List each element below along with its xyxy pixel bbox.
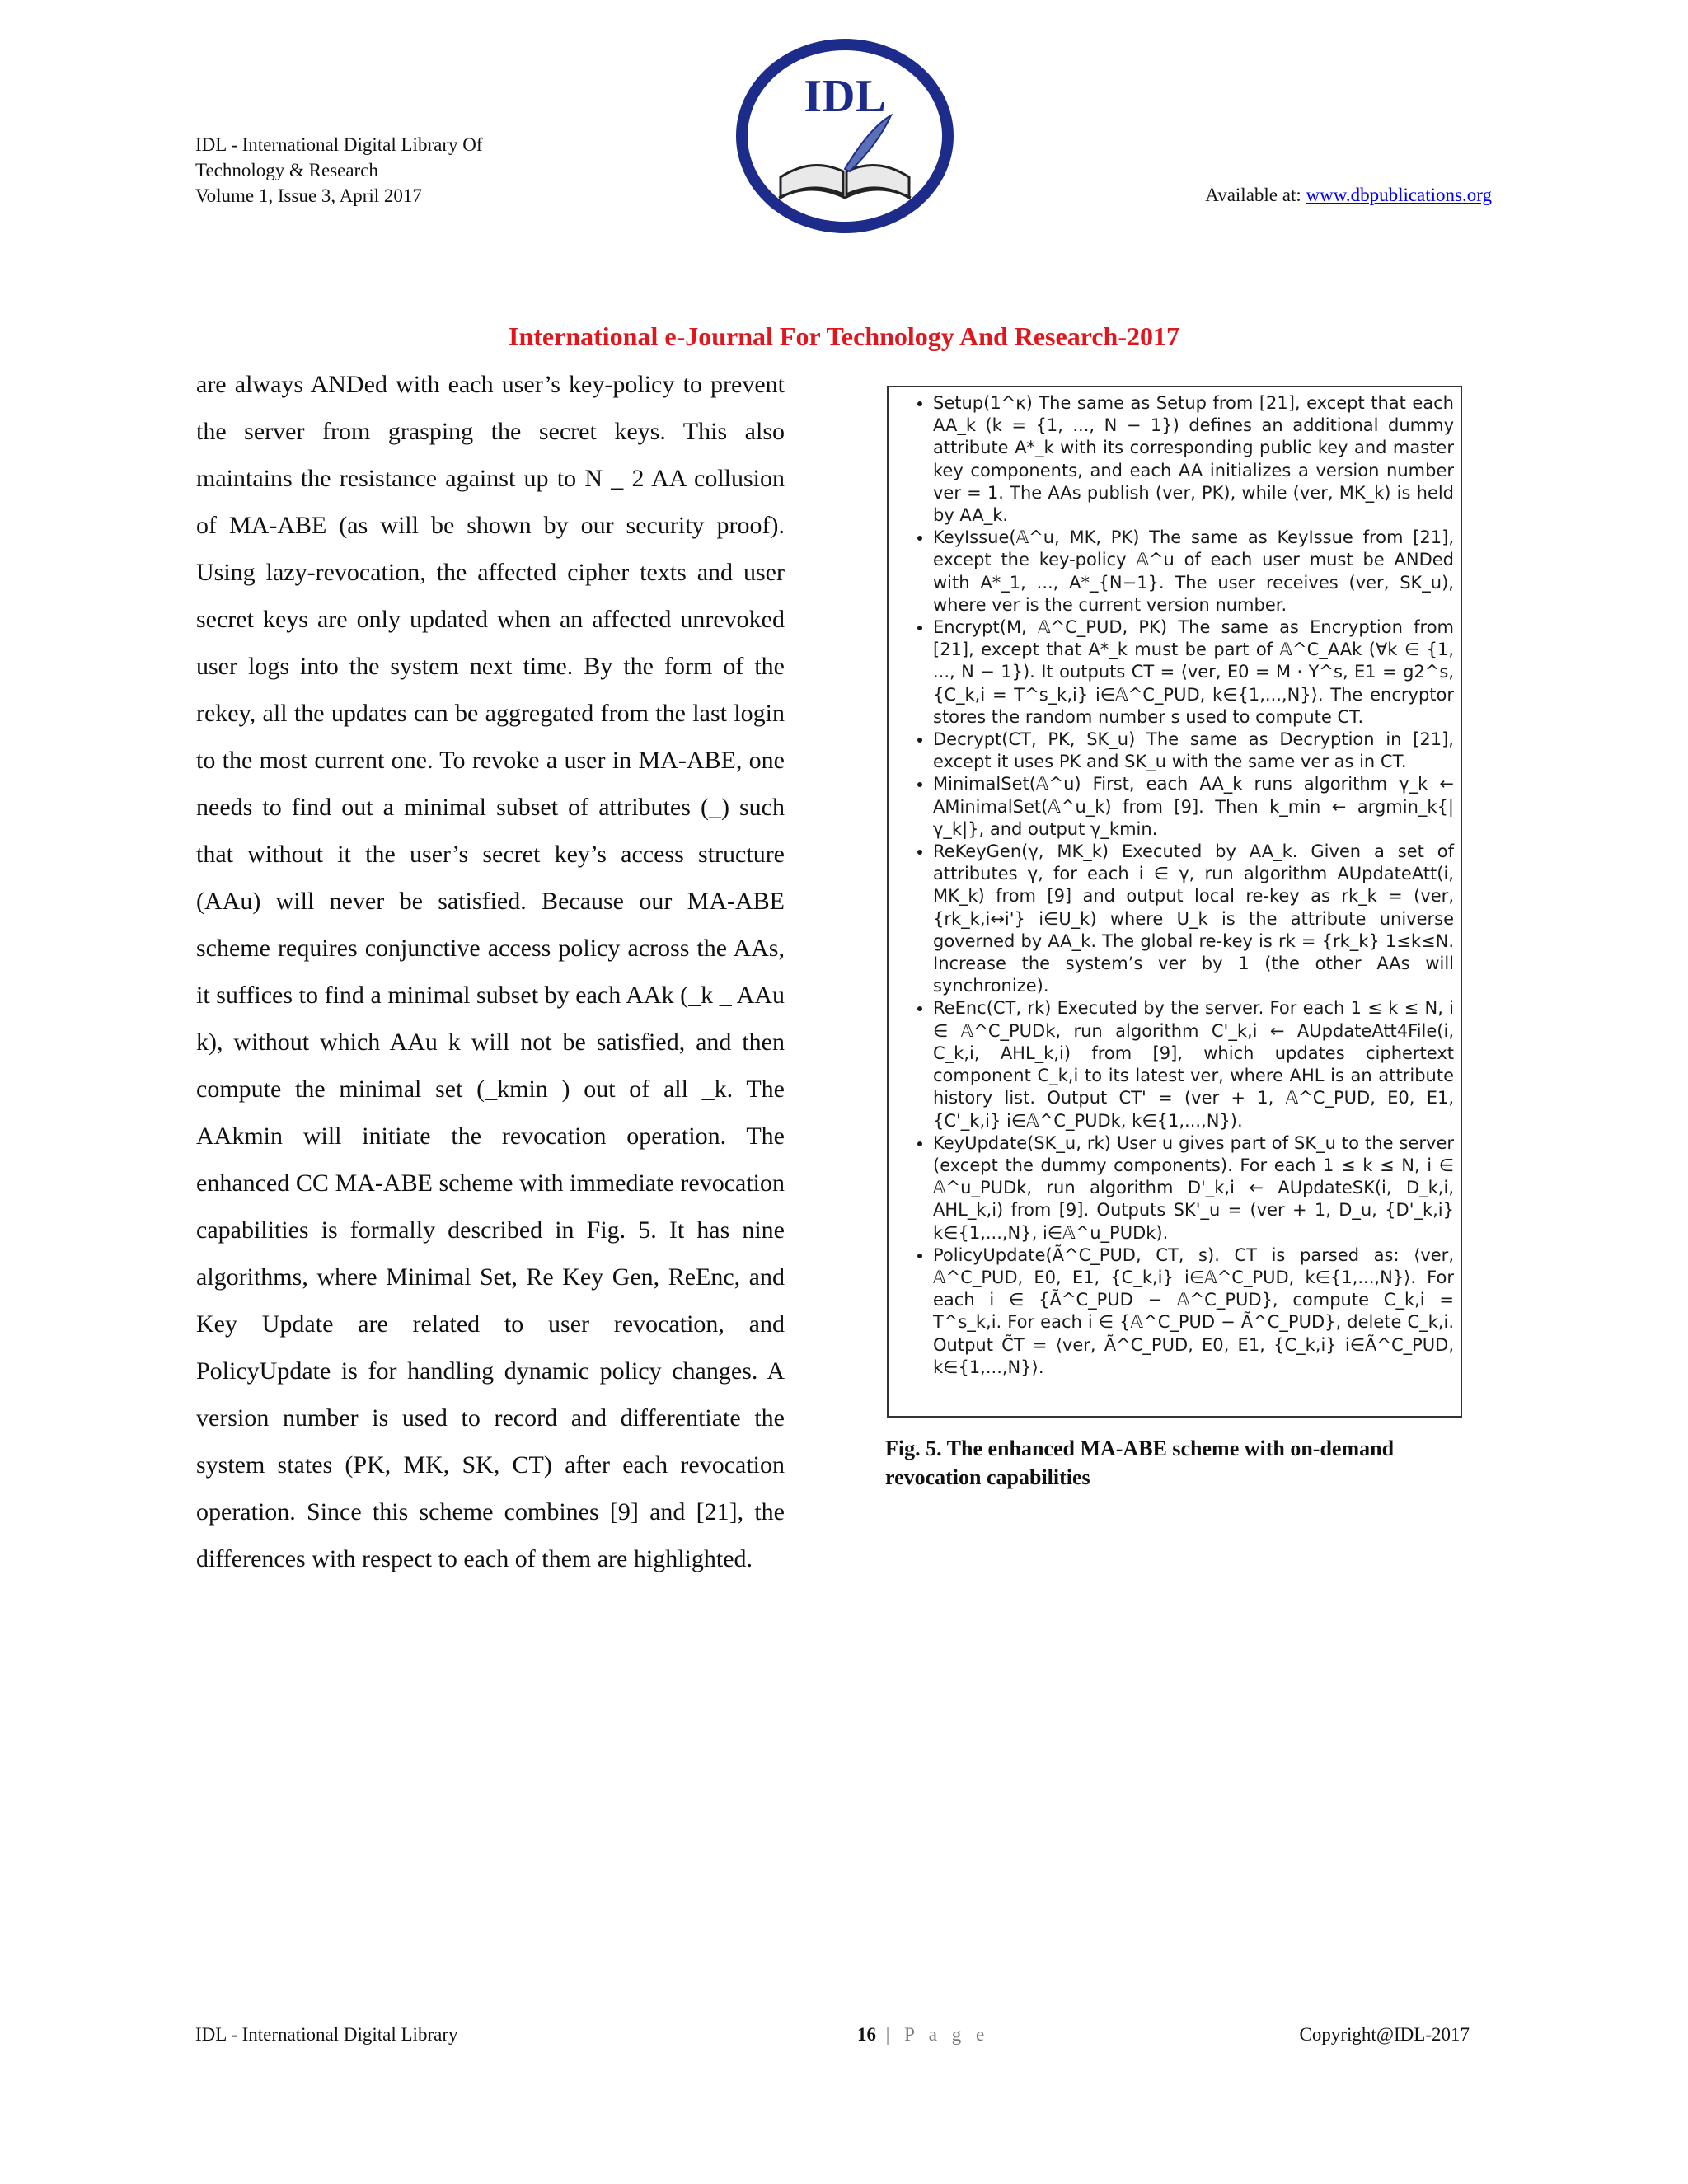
footer-page — [857, 2022, 989, 2047]
algorithm-keyissue: • KeyIssue(𝔸^u, MK, PK) The same as KeyIssue from [21], except the key-policy 𝔸^u of each user must be ANDed with A*_1, ..., A*_{N−1}. The user receives (ver, SK_u), where ver is the current version number. — [933, 527, 1454, 616]
algorithm-reenc: • ReEnc(CT, rk) Executed by the server. For each 1 ≤ k ≤ N, i ∈ 𝔸^C_PUDk, run algorithm C'_k,i ← AUpdateAtt4File(i, C_k,i, AHL_k,i) from [9], which updates ciphertext component C_k,i to its latest ver, where AHL is an attribute history list. Output CT' = (ver + 1, 𝔸^C_PUD, E0, E1, {C'_k,i} i∈𝔸^C_PUDk, k∈{1,...,N}). — [933, 997, 1454, 1132]
page-number: 16 — [857, 2024, 876, 2045]
idl-logo — [729, 33, 960, 239]
journal-info-line-1: IDL - International Digital Library Of — [195, 134, 483, 155]
journal-info — [195, 132, 483, 209]
figure-caption: Fig. 5. The enhanced MA-ABE scheme with on-demand revocation capabilities — [885, 1436, 1395, 1489]
footer-right: Copyright@IDL-2017 — [1299, 2024, 1470, 2045]
algorithm-list — [902, 392, 1454, 1379]
book-quill-icon — [729, 33, 960, 239]
journal-title: International e-Journal For Technology And Research-2017 — [509, 321, 1179, 351]
body-text: are always ANDed with each user’s key-policy to prevent the server from grasping the secret keys. This also maintains the resistance against up to N _ 2 AA collusion of MA-ABE (as will be shown by our security proof). Using lazy-revocation, the affected cipher texts and user secret keys are only updated when an affected unrevoked user logs into the system next time. By the form of the rekey, all the updates can be aggregated from the last login to the most current one. To revoke a user in MA-ABE, one needs to find out a minimal subset of attributes (_) such that without it the user’s secret key’s access structure (AAu) will never be satisfied. Because our MA-ABE scheme requires conjunctive access policy across the AAs, it suffices to find a minimal subset by each AAk (_k _ AAu k), without which AAu k will not be satisfied, and then compute the minimal set (_kmin ) out of all _k. The AAkmin will initiate the revocation operation. The enhanced CC MA-ABE scheme with immediate revocation capabilities is formally described in Fig. 5. It has nine algorithms, where Minimal Set, Re Key Gen, ReEnc, and Key Update are related to user revocation, and PolicyUpdate is for handling dynamic policy changes. A version number is used to record and differentiate the system states (PK, MK, SK, CT) after each revocation operation. Since this scheme combines [9] and [21], the differences with respect to each of them are highlighted. — [196, 371, 785, 1572]
algorithm-decrypt: • Decrypt(CT, PK, SK_u) The same as Decryption in [21], except it uses PK and SK_u with the same ver as in CT. — [933, 729, 1454, 773]
figure-5-box — [887, 386, 1462, 1418]
footer-left: IDL - International Digital Library — [195, 2024, 458, 2045]
logo-text: IDL — [804, 71, 886, 122]
algorithm-rekeygen: • ReKeyGen(γ, MK_k) Executed by AA_k. Given a set of attributes γ, for each i ∈ γ, run algorithm AUpdateAtt(i, MK_k) from [9] and output local re-key as rk_k = (ver, {rk_k,i↔i'} i∈U_k) where U_k is the attribute universe governed by AA_k. The global re-key is rk = {rk_k} 1≤k≤N. Increase the system’s ver by 1 (the other AAs will synchronize). — [933, 841, 1454, 997]
algorithm-keyupdate: • KeyUpdate(SK_u, rk) User u gives part of SK_u to the server (except the dummy components). For each 1 ≤ k ≤ N, i ∈ 𝔸^u_PUDk, run algorithm D'_k,i ← AUpdateSK(i, D_k,i, AHL_k,i) from [9]. Outputs SK'_u = (ver + 1, D_u, {D'_k,i} k∈{1,...,N}, i∈𝔸^u_PUDk). — [933, 1132, 1454, 1244]
algorithm-encrypt: • Encrypt(M, 𝔸^C_PUD, PK) The same as Encryption from [21], except that A*_k must be part of 𝔸^C_AAk (∀k ∈ {1, ..., N − 1}). It outputs CT = ⟨ver, E0 = M · Y^s, E1 = g2^s, {C_k,i = T^s_k,i} i∈𝔸^C_PUD, k∈{1,...,N}⟩. The encryptor stores the random number s used to compute CT. — [933, 616, 1454, 729]
available-label: Available at: — [1205, 185, 1306, 205]
journal-info-line-2: Technology & Research — [195, 160, 378, 180]
algorithm-minimalset: • MinimalSet(𝔸^u) First, each AA_k runs algorithm γ_k ← AMinimalSet(𝔸^u_k) from [9]. Then k_min ← argmin_k{|γ_k|}, and output γ_kmin. — [933, 773, 1454, 841]
journal-info-line-3: Volume 1, Issue 3, April 2017 — [195, 185, 422, 206]
page-label: | P a g e — [876, 2024, 990, 2045]
algorithm-policyupdate: • PolicyUpdate(Ã^C_PUD, CT, s). CT is parsed as: ⟨ver, 𝔸^C_PUD, E0, E1, {C_k,i} i∈𝔸^C_PUD, k∈{1,...,N}⟩. For each i ∈ {Ã^C_PUD − 𝔸^C_PUD}, compute C_k,i = T^s_k,i. For each i ∈ {𝔸^C_PUD − Ã^C_PUD}, delete C_k,i. Output C̃T = ⟨ver, Ã^C_PUD, E0, E1, {C_k,i} i∈Ã^C_PUD, k∈{1,...,N}⟩. — [933, 1244, 1454, 1379]
availability — [1205, 182, 1492, 208]
website-link[interactable]: www.dbpublications.org — [1306, 185, 1492, 205]
algorithm-setup: • Setup(1^κ) The same as Setup from [21], except that each AA_k (k = {1, ..., N − 1}) defines an additional dummy attribute A*_k with its corresponding public key and master key components, and each AA initializes a version number ver = 1. The AAs publish (ver, PK), while (ver, MK_k) is held by AA_k. — [933, 392, 1454, 527]
